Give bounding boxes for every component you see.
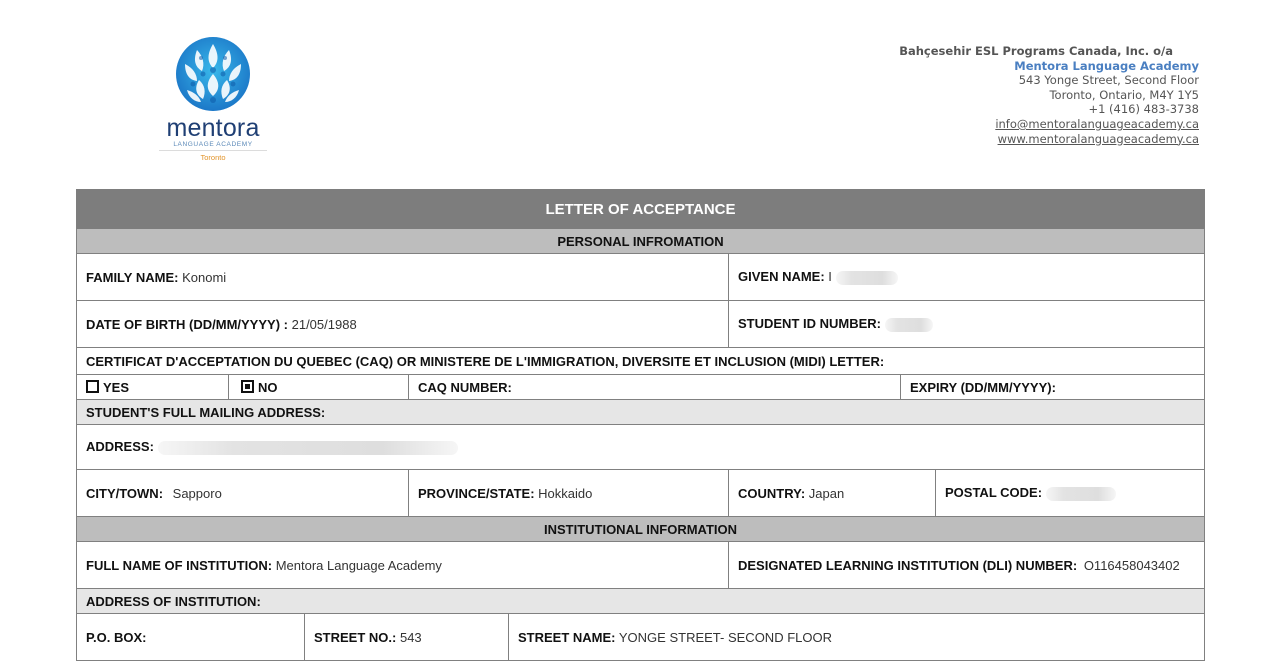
city-cell <box>77 470 409 517</box>
postal-code-label: POSTAL CODE: <box>945 485 1043 501</box>
name-row <box>77 254 1205 301</box>
dob-row <box>77 301 1205 348</box>
street-no-label: STREET NO.: <box>314 629 397 645</box>
company-phone: +1 (416) 483-3738 <box>1088 102 1199 117</box>
city-label: CITY/TOWN: <box>86 485 164 501</box>
dob-value: 21/05/1988 <box>291 316 357 332</box>
no-option-cell[interactable] <box>229 375 409 400</box>
company-website-link[interactable]: www.mentoralanguageacademy.ca <box>997 131 1199 146</box>
address-row <box>77 425 1205 470</box>
dli-value: O116458043402 <box>1083 557 1180 573</box>
country-cell <box>729 470 936 517</box>
student-id-label: STUDENT ID NUMBER: <box>738 316 881 332</box>
dli-label: DESIGNATED LEARNING INSTITUTION (DLI) NUMBER: <box>738 557 1078 573</box>
company-academy-name: Mentora Language Academy <box>1014 58 1199 73</box>
po-box-cell <box>77 614 305 661</box>
po-box-label: P.O. BOX: <box>86 629 147 645</box>
acceptance-form-table <box>76 189 1205 661</box>
logo-brand-name: mentora <box>166 114 260 142</box>
family-name-value: Konomi <box>182 269 227 285</box>
dob-cell <box>77 301 729 348</box>
institution-address-row <box>77 614 1205 661</box>
caq-answer-row <box>77 375 1205 400</box>
institution-address-section-row <box>77 589 1205 614</box>
given-name-value: I <box>828 269 832 285</box>
province-value: Hokkaido <box>538 485 593 501</box>
street-name-value: YONGE STREET- SECOND FLOOR <box>618 629 832 645</box>
logo-divider <box>159 150 267 151</box>
company-street: 543 Yonge Street, Second Floor <box>1018 73 1199 88</box>
country-label: COUNTRY: <box>738 485 806 501</box>
province-cell <box>409 470 729 517</box>
company-city-line: Toronto, Ontario, M4Y 1Y5 <box>1049 87 1199 102</box>
no-checked-checkbox-icon[interactable] <box>241 380 254 393</box>
expiry-label: EXPIRY (DD/MM/YYYY): <box>910 379 1056 395</box>
street-no-cell <box>305 614 509 661</box>
institutional-section-header: INSTITUTIONAL INFORMATION <box>77 517 1205 542</box>
family-name-cell <box>77 254 729 301</box>
dob-label: DATE OF BIRTH (DD/MM/YYYY) : <box>86 316 288 332</box>
redacted-given-name <box>836 271 898 285</box>
institution-name-value: Mentora Language Academy <box>275 557 442 573</box>
address-cell <box>77 425 1205 470</box>
redacted-address <box>158 441 458 455</box>
dli-cell <box>729 542 1205 589</box>
redacted-postal-code <box>1046 487 1116 501</box>
no-label: NO <box>258 379 278 395</box>
caq-question: CERTIFICAT D'ACCEPTATION DU QUEBEC (CAQ) OR MINISTERE DE L'IMMIGRATION, DIVERSITE ET INCLUSION (MIDI) LETTER: <box>77 348 1205 375</box>
personal-section-header: PERSONAL INFROMATION <box>77 229 1205 254</box>
caq-question-row <box>77 348 1205 375</box>
family-name-label: FAMILY NAME: <box>86 269 179 285</box>
student-id-cell <box>729 301 1205 348</box>
institution-name-cell <box>77 542 729 589</box>
caq-number-label: CAQ NUMBER: <box>418 379 512 395</box>
personal-section-row <box>77 229 1205 254</box>
given-name-label: GIVEN NAME: <box>738 269 825 285</box>
form-title: LETTER OF ACCEPTANCE <box>77 190 1205 229</box>
given-name-cell <box>729 254 1205 301</box>
location-row <box>77 470 1205 517</box>
caq-number-cell <box>409 375 901 400</box>
redacted-student-id <box>885 318 933 332</box>
institutional-section-row <box>77 517 1205 542</box>
postal-code-cell <box>936 470 1205 517</box>
form-title-row <box>77 190 1205 229</box>
yes-label: YES <box>103 379 130 395</box>
institution-name-label: FULL NAME OF INSTITUTION: <box>86 557 273 573</box>
yes-checkbox-icon[interactable] <box>86 380 99 393</box>
province-label: PROVINCE/STATE: <box>418 485 535 501</box>
yes-option-cell[interactable] <box>77 375 229 400</box>
logo-subtitle: LANGUAGE ACADEMY <box>173 141 253 148</box>
company-legal-name: Bahçesehir ESL Programs Canada, Inc. o/a <box>899 44 1173 58</box>
logo-city: Toronto <box>200 153 226 162</box>
mentora-logo <box>158 34 268 163</box>
address-label: ADDRESS: <box>86 439 154 455</box>
institution-row <box>77 542 1205 589</box>
street-name-label: STREET NAME: <box>518 629 616 645</box>
country-value: Japan <box>808 485 845 501</box>
street-no-value: 543 <box>399 629 422 645</box>
mentora-globe-logo-icon <box>173 34 253 114</box>
expiry-cell <box>901 375 1205 400</box>
mailing-section-header: STUDENT'S FULL MAILING ADDRESS: <box>77 400 1205 425</box>
company-address-block <box>899 44 1199 146</box>
company-email-link[interactable]: info@mentoralanguageacademy.ca <box>995 116 1199 131</box>
institution-address-header: ADDRESS OF INSTITUTION: <box>77 589 1205 614</box>
city-value: Sapporo <box>172 485 222 501</box>
street-name-cell <box>509 614 1205 661</box>
mailing-section-row <box>77 400 1205 425</box>
